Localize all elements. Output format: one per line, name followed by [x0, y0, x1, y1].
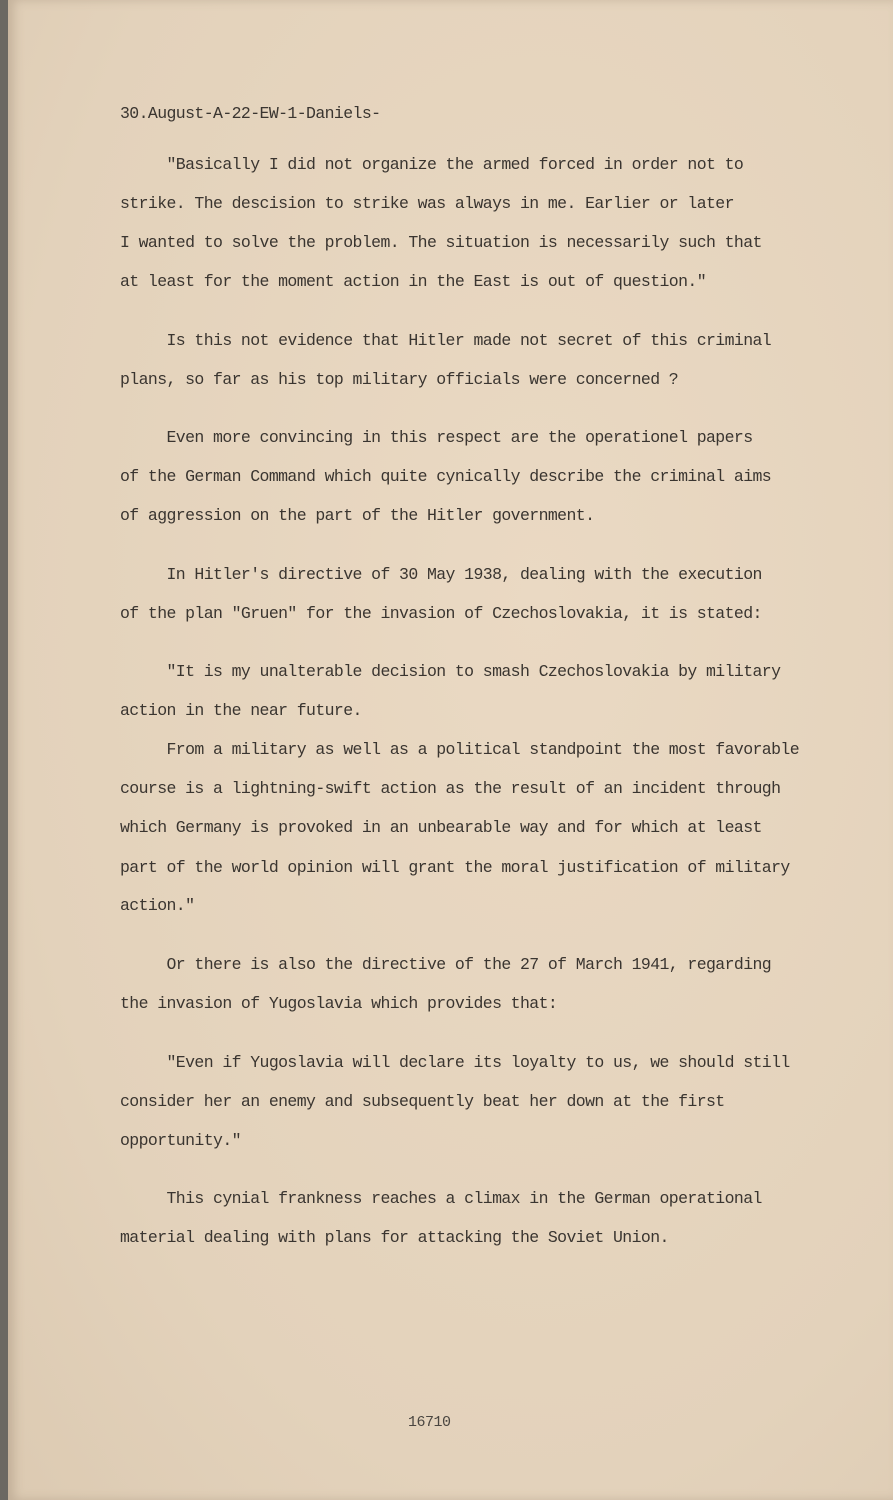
document-header: 30.August-A-22-EW-1-Daniels- [120, 104, 381, 123]
text-line: action in the near future. [120, 701, 362, 720]
text-line: of the German Command which quite cynically describe the criminal aims [120, 467, 772, 486]
text-line: This cynial frankness reaches a climax in the German operational [120, 1189, 762, 1208]
text-line: strike. The descision to strike was always in me. Earlier or later [120, 194, 734, 213]
text-line: of aggression on the part of the Hitler government. [120, 506, 595, 525]
text-line: plans, so far as his top military officials were concerned ? [120, 370, 679, 389]
text-line: part of the world opinion will grant the moral justification of military [120, 858, 790, 877]
text-line: Even more convincing in this respect are the operationel papers [120, 428, 753, 447]
text-line: In Hitler's directive of 30 May 1938, dealing with the execution [120, 565, 762, 584]
text-line: the invasion of Yugoslavia which provides that: [120, 994, 558, 1013]
text-line: of the plan "Gruen" for the invasion of Czechoslovakia, it is stated: [120, 604, 762, 623]
text-line: course is a lightning-swift action as the result of an incident through [120, 779, 781, 798]
text-line: material dealing with plans for attacking the Soviet Union. [120, 1228, 669, 1247]
text-line: "Even if Yugoslavia will declare its loyalty to us, we should still [120, 1053, 790, 1072]
text-line: at least for the moment action in the East is out of question." [120, 272, 707, 291]
text-line: Or there is also the directive of the 27 of March 1941, regarding [120, 955, 772, 974]
text-line: which Germany is provoked in an unbearable way and for which at least [120, 818, 762, 837]
text-line: Is this not evidence that Hitler made not secret of this criminal [120, 331, 772, 350]
text-line: I wanted to solve the problem. The situation is necessarily such that [120, 233, 762, 252]
text-line: "Basically I did not organize the armed forced in order not to [120, 155, 744, 174]
text-line: action." [120, 896, 195, 915]
text-line: consider her an enemy and subsequently beat her down at the first [120, 1092, 725, 1111]
text-line: opportunity." [120, 1131, 241, 1150]
text-line: "It is my unalterable decision to smash Czechoslovakia by military [120, 662, 781, 681]
document-page [8, 0, 893, 1500]
page-number: 16710 [408, 1414, 451, 1431]
text-line: From a military as well as a political standpoint the most favorable [120, 740, 800, 759]
